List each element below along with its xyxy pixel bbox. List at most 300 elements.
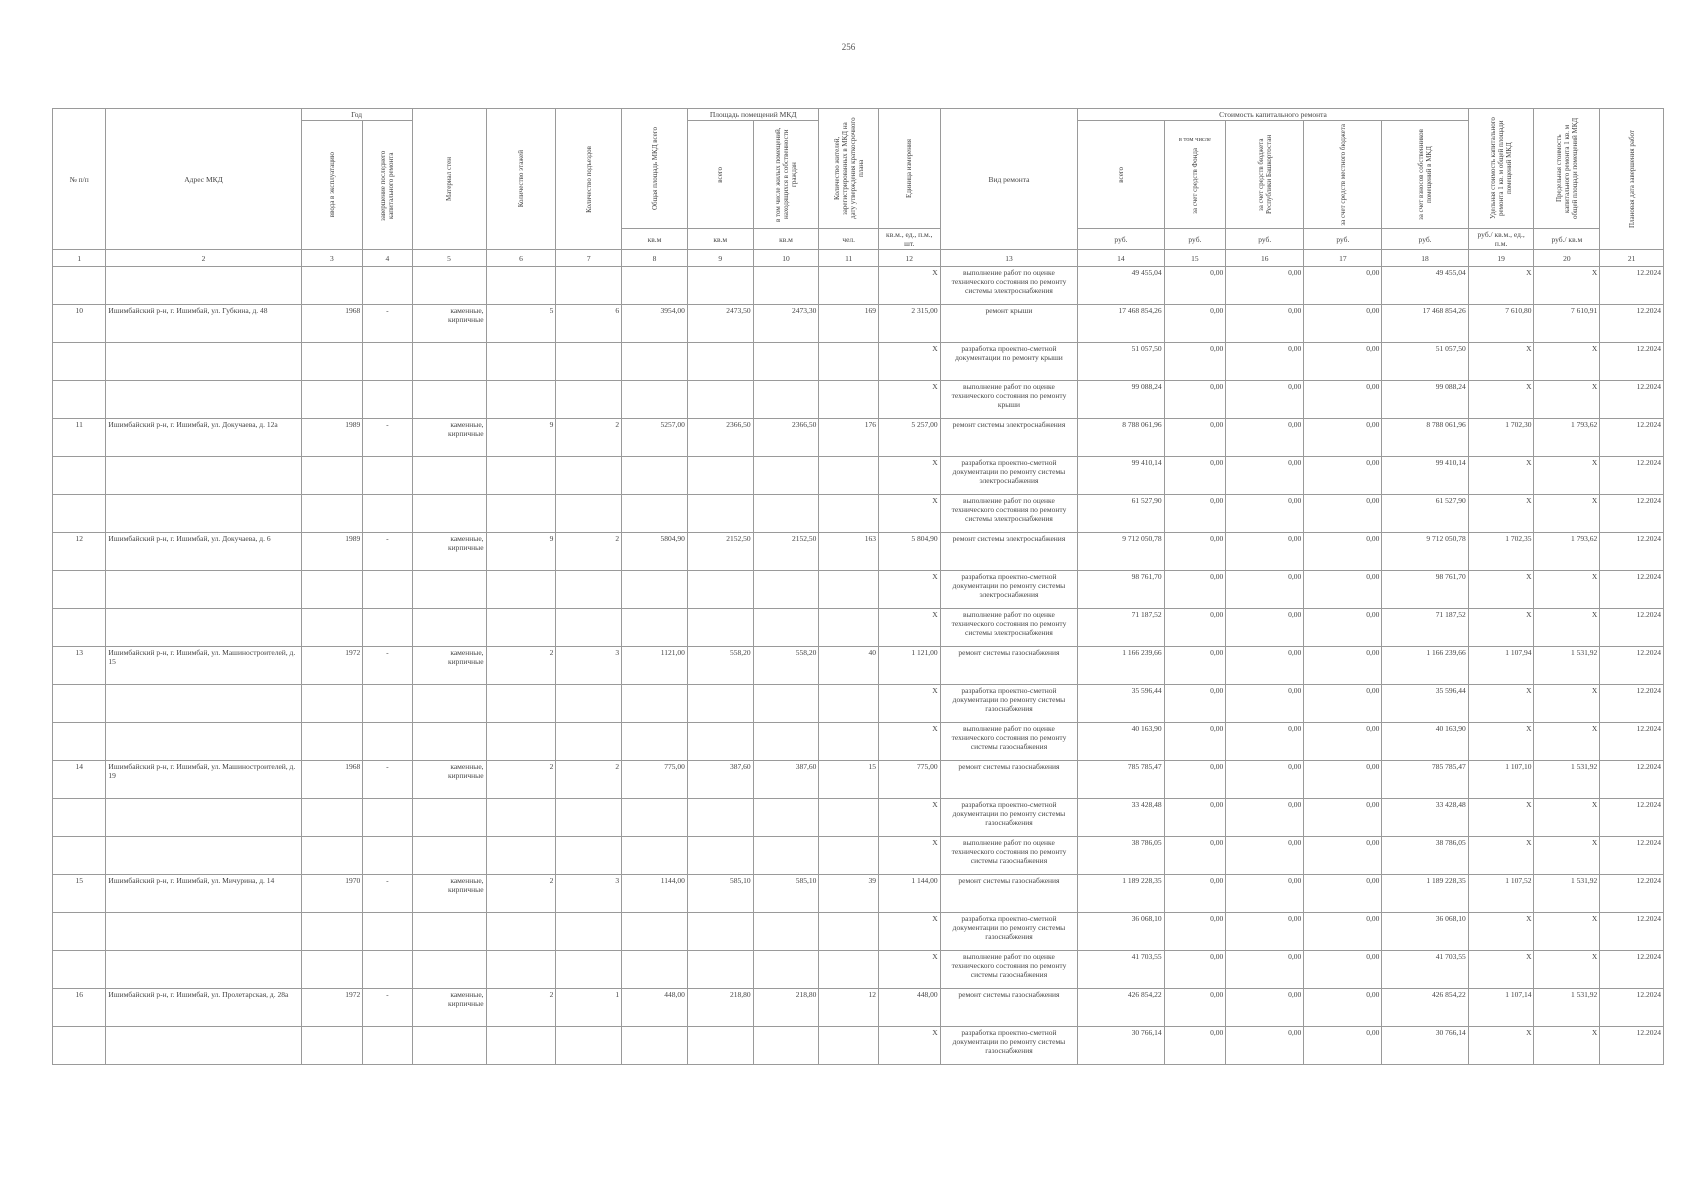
row-max-cost: X xyxy=(1534,267,1600,305)
row-planned-date: 12.2024 xyxy=(1600,533,1664,571)
row-year-last-repair xyxy=(363,457,412,495)
row-year-last-repair xyxy=(363,723,412,761)
row-planned-date: 12.2024 xyxy=(1600,381,1664,419)
table-row xyxy=(53,951,1664,989)
table-row xyxy=(53,419,1664,457)
row-address xyxy=(106,913,301,951)
row-floors: 2 xyxy=(486,761,556,799)
row-area-all: 585,10 xyxy=(687,875,753,913)
row-wall-material xyxy=(412,913,486,951)
row-measure-unit: 448,00 xyxy=(878,989,940,1027)
row-entrances xyxy=(556,457,622,495)
row-floors xyxy=(486,837,556,875)
row-cost-local: 0,00 xyxy=(1304,267,1382,305)
row-floors: 2 xyxy=(486,647,556,685)
row-area-residential xyxy=(753,951,819,989)
row-area-residential: 2152,50 xyxy=(753,533,819,571)
row-residents xyxy=(819,495,879,533)
row-wall-material xyxy=(412,723,486,761)
row-area-all xyxy=(687,571,753,609)
row-residents xyxy=(819,951,879,989)
row-address xyxy=(106,457,301,495)
row-area-all: 558,20 xyxy=(687,647,753,685)
row-unit-cost: X xyxy=(1468,799,1534,837)
header-total-area: Общая площадь МКД всего xyxy=(622,109,688,229)
row-residents: 15 xyxy=(819,761,879,799)
row-unit-cost: X xyxy=(1468,343,1534,381)
row-year-commission xyxy=(301,495,363,533)
row-unit-cost: X xyxy=(1468,609,1534,647)
unit-cost-fund: руб. xyxy=(1164,229,1226,250)
row-cost-fund: 0,00 xyxy=(1164,343,1226,381)
row-year-last-repair xyxy=(363,1027,412,1065)
row-total-area xyxy=(622,495,688,533)
row-cost-owners: 35 596,44 xyxy=(1382,685,1468,723)
row-cost-owners: 71 187,52 xyxy=(1382,609,1468,647)
row-cost-total: 61 527,90 xyxy=(1078,495,1164,533)
table-row xyxy=(53,305,1664,343)
row-year-commission xyxy=(301,381,363,419)
row-total-area xyxy=(622,799,688,837)
row-floors: 5 xyxy=(486,305,556,343)
row-cost-republic: 0,00 xyxy=(1226,989,1304,1027)
table-row xyxy=(53,267,1664,305)
row-cost-fund: 0,00 xyxy=(1164,305,1226,343)
header-measure-unit: Единица измерения xyxy=(878,109,940,229)
row-residents xyxy=(819,343,879,381)
row-residents: 40 xyxy=(819,647,879,685)
row-measure-unit: X xyxy=(878,837,940,875)
row-cost-owners: 51 057,50 xyxy=(1382,343,1468,381)
row-cost-total: 71 187,52 xyxy=(1078,609,1164,647)
header-area-group: Площадь помещений МКД xyxy=(687,109,819,121)
repair-plan-table xyxy=(52,108,1664,1065)
row-cost-republic: 0,00 xyxy=(1226,723,1304,761)
row-repair-type: выполнение работ по оценке технического состояния по ремонту системы электроснабжения xyxy=(940,495,1078,533)
row-number xyxy=(53,723,106,761)
row-area-all xyxy=(687,685,753,723)
row-address: Ишимбайский р-н, г. Ишимбай, ул. Пролетарская, д. 28а xyxy=(106,989,301,1027)
row-cost-owners: 41 703,55 xyxy=(1382,951,1468,989)
row-area-residential: 585,10 xyxy=(753,875,819,913)
header-no: № п/п xyxy=(53,109,106,250)
row-cost-republic: 0,00 xyxy=(1226,571,1304,609)
row-year-last-repair xyxy=(363,495,412,533)
row-year-commission: 1989 xyxy=(301,533,363,571)
column-number: 14 xyxy=(1078,250,1164,267)
row-cost-fund: 0,00 xyxy=(1164,533,1226,571)
row-max-cost: 1 531,92 xyxy=(1534,875,1600,913)
unit-area-residential: кв.м xyxy=(753,229,819,250)
unit-area-all: кв.м xyxy=(687,229,753,250)
column-number: 3 xyxy=(301,250,363,267)
row-total-area: 1144,00 xyxy=(622,875,688,913)
row-year-commission: 1989 xyxy=(301,419,363,457)
row-wall-material: каменные, кирпичные xyxy=(412,761,486,799)
row-measure-unit: X xyxy=(878,1027,940,1065)
row-cost-fund: 0,00 xyxy=(1164,419,1226,457)
row-max-cost: X xyxy=(1534,1027,1600,1065)
header-year-commission: ввода в эксплуатацию xyxy=(301,121,363,250)
row-area-all: 2152,50 xyxy=(687,533,753,571)
table-row xyxy=(53,343,1664,381)
row-area-residential xyxy=(753,837,819,875)
row-wall-material xyxy=(412,951,486,989)
table-row xyxy=(53,875,1664,913)
table-row xyxy=(53,799,1664,837)
row-area-residential xyxy=(753,571,819,609)
row-year-last-repair xyxy=(363,685,412,723)
row-floors xyxy=(486,951,556,989)
row-total-area xyxy=(622,609,688,647)
row-number: 16 xyxy=(53,989,106,1027)
row-year-last-repair xyxy=(363,913,412,951)
row-number xyxy=(53,913,106,951)
row-area-all xyxy=(687,1027,753,1065)
row-max-cost: X xyxy=(1534,343,1600,381)
row-unit-cost: X xyxy=(1468,457,1534,495)
row-measure-unit: X xyxy=(878,267,940,305)
row-floors xyxy=(486,685,556,723)
row-number xyxy=(53,609,106,647)
row-planned-date: 12.2024 xyxy=(1600,799,1664,837)
row-planned-date: 12.2024 xyxy=(1600,457,1664,495)
table-row xyxy=(53,495,1664,533)
row-total-area xyxy=(622,381,688,419)
column-number: 18 xyxy=(1382,250,1468,267)
row-planned-date: 12.2024 xyxy=(1600,685,1664,723)
row-repair-type: выполнение работ по оценке технического состояния по ремонту системы газоснабжения xyxy=(940,723,1078,761)
row-entrances: 3 xyxy=(556,647,622,685)
row-cost-local: 0,00 xyxy=(1304,799,1382,837)
row-cost-local: 0,00 xyxy=(1304,305,1382,343)
row-max-cost: X xyxy=(1534,913,1600,951)
row-number: 11 xyxy=(53,419,106,457)
row-total-area: 5257,00 xyxy=(622,419,688,457)
row-address xyxy=(106,381,301,419)
row-address xyxy=(106,951,301,989)
column-number: 12 xyxy=(878,250,940,267)
row-planned-date: 12.2024 xyxy=(1600,495,1664,533)
row-repair-type: выполнение работ по оценке технического состояния по ремонту системы электроснабжения xyxy=(940,267,1078,305)
row-total-area xyxy=(622,837,688,875)
row-measure-unit: X xyxy=(878,685,940,723)
row-entrances: 2 xyxy=(556,533,622,571)
row-residents xyxy=(819,609,879,647)
header-planned-date: Плановая дата завершения работ xyxy=(1600,109,1664,250)
row-repair-type: выполнение работ по оценке технического состояния по ремонту системы газоснабжения xyxy=(940,837,1078,875)
row-planned-date: 12.2024 xyxy=(1600,875,1664,913)
row-unit-cost: X xyxy=(1468,1027,1534,1065)
row-year-commission xyxy=(301,1027,363,1065)
row-repair-type: выполнение работ по оценке технического состояния по ремонту системы газоснабжения xyxy=(940,951,1078,989)
row-repair-type: ремонт системы электроснабжения xyxy=(940,419,1078,457)
header-entrances: Количество подъездов xyxy=(556,109,622,250)
row-repair-type: ремонт крыши xyxy=(940,305,1078,343)
row-cost-fund: 0,00 xyxy=(1164,989,1226,1027)
row-repair-type: выполнение работ по оценке технического состояния по ремонту крыши xyxy=(940,381,1078,419)
header-year-group: Год xyxy=(301,109,412,121)
row-planned-date: 12.2024 xyxy=(1600,571,1664,609)
row-area-residential xyxy=(753,495,819,533)
row-number: 13 xyxy=(53,647,106,685)
row-floors xyxy=(486,343,556,381)
table-row xyxy=(53,761,1664,799)
row-planned-date: 12.2024 xyxy=(1600,419,1664,457)
row-entrances: 2 xyxy=(556,761,622,799)
row-address xyxy=(106,1027,301,1065)
row-area-residential xyxy=(753,685,819,723)
row-wall-material xyxy=(412,343,486,381)
row-floors xyxy=(486,609,556,647)
row-area-all xyxy=(687,951,753,989)
row-measure-unit: X xyxy=(878,457,940,495)
row-cost-total: 49 455,04 xyxy=(1078,267,1164,305)
column-number: 13 xyxy=(940,250,1078,267)
row-year-last-repair: - xyxy=(363,305,412,343)
row-number: 15 xyxy=(53,875,106,913)
row-residents: 39 xyxy=(819,875,879,913)
unit-cost-republic: руб. xyxy=(1226,229,1304,250)
row-unit-cost: X xyxy=(1468,571,1534,609)
row-repair-type: ремонт системы газоснабжения xyxy=(940,875,1078,913)
row-measure-unit: X xyxy=(878,343,940,381)
row-cost-republic: 0,00 xyxy=(1226,761,1304,799)
row-address: Ишимбайский р-н, г. Ишимбай, ул. Мичурина, д. 14 xyxy=(106,875,301,913)
row-floors: 2 xyxy=(486,875,556,913)
row-cost-owners: 98 761,70 xyxy=(1382,571,1468,609)
row-planned-date: 12.2024 xyxy=(1600,989,1664,1027)
row-cost-total: 99 088,24 xyxy=(1078,381,1164,419)
column-number: 19 xyxy=(1468,250,1534,267)
row-cost-local: 0,00 xyxy=(1304,343,1382,381)
row-unit-cost: X xyxy=(1468,267,1534,305)
row-cost-republic: 0,00 xyxy=(1226,913,1304,951)
row-max-cost: 1 531,92 xyxy=(1534,989,1600,1027)
row-wall-material: каменные, кирпичные xyxy=(412,989,486,1027)
row-cost-owners: 99 088,24 xyxy=(1382,381,1468,419)
row-max-cost: X xyxy=(1534,571,1600,609)
row-year-commission xyxy=(301,343,363,381)
row-year-last-repair xyxy=(363,951,412,989)
header-cost-total: всего xyxy=(1078,121,1164,229)
row-floors xyxy=(486,571,556,609)
row-cost-owners: 40 163,90 xyxy=(1382,723,1468,761)
row-cost-local: 0,00 xyxy=(1304,723,1382,761)
row-number xyxy=(53,343,106,381)
row-cost-owners: 1 166 239,66 xyxy=(1382,647,1468,685)
row-address xyxy=(106,343,301,381)
row-unit-cost: X xyxy=(1468,913,1534,951)
row-entrances xyxy=(556,609,622,647)
row-cost-owners: 17 468 854,26 xyxy=(1382,305,1468,343)
column-number: 5 xyxy=(412,250,486,267)
row-year-last-repair: - xyxy=(363,875,412,913)
row-number: 10 xyxy=(53,305,106,343)
row-year-last-repair xyxy=(363,837,412,875)
row-year-last-repair: - xyxy=(363,647,412,685)
table-row xyxy=(53,1027,1664,1065)
row-planned-date: 12.2024 xyxy=(1600,305,1664,343)
row-address: Ишимбайский р-н, г. Ишимбай, ул. Докучаева, д. 12а xyxy=(106,419,301,457)
row-cost-owners: 1 189 228,35 xyxy=(1382,875,1468,913)
table-row xyxy=(53,723,1664,761)
row-entrances xyxy=(556,951,622,989)
row-cost-total: 33 428,48 xyxy=(1078,799,1164,837)
row-cost-local: 0,00 xyxy=(1304,913,1382,951)
row-cost-owners: 30 766,14 xyxy=(1382,1027,1468,1065)
row-unit-cost: 1 702,30 xyxy=(1468,419,1534,457)
row-area-residential: 2366,50 xyxy=(753,419,819,457)
row-year-last-repair: - xyxy=(363,989,412,1027)
row-cost-local: 0,00 xyxy=(1304,533,1382,571)
row-measure-unit: X xyxy=(878,951,940,989)
header-repair-type: Вид ремонта xyxy=(940,109,1078,250)
row-measure-unit: X xyxy=(878,799,940,837)
row-number xyxy=(53,457,106,495)
row-cost-fund: 0,00 xyxy=(1164,457,1226,495)
row-max-cost: X xyxy=(1534,837,1600,875)
column-number: 20 xyxy=(1534,250,1600,267)
row-cost-local: 0,00 xyxy=(1304,951,1382,989)
row-area-all xyxy=(687,723,753,761)
column-number: 7 xyxy=(556,250,622,267)
row-address: Ишимбайский р-н, г. Ишимбай, ул. Машиностроителей, д. 19 xyxy=(106,761,301,799)
row-max-cost: X xyxy=(1534,685,1600,723)
header-floors: Количество этажей xyxy=(486,109,556,250)
unit-max-cost: руб./ кв.м xyxy=(1534,229,1600,250)
row-floors xyxy=(486,913,556,951)
row-year-commission xyxy=(301,457,363,495)
row-cost-fund: 0,00 xyxy=(1164,571,1226,609)
row-residents xyxy=(819,913,879,951)
row-year-commission: 1972 xyxy=(301,647,363,685)
row-total-area: 5804,90 xyxy=(622,533,688,571)
row-measure-unit: 5 804,90 xyxy=(878,533,940,571)
row-year-last-repair xyxy=(363,381,412,419)
row-area-all xyxy=(687,837,753,875)
row-cost-owners: 33 428,48 xyxy=(1382,799,1468,837)
row-cost-republic: 0,00 xyxy=(1226,267,1304,305)
row-entrances xyxy=(556,1027,622,1065)
row-address xyxy=(106,571,301,609)
row-max-cost: X xyxy=(1534,495,1600,533)
row-total-area xyxy=(622,685,688,723)
row-planned-date: 12.2024 xyxy=(1600,913,1664,951)
row-address: Ишимбайский р-н, г. Ишимбай, ул. Машиностроителей, д. 15 xyxy=(106,647,301,685)
row-cost-local: 0,00 xyxy=(1304,989,1382,1027)
row-year-last-repair xyxy=(363,571,412,609)
column-number: 11 xyxy=(819,250,879,267)
row-residents xyxy=(819,381,879,419)
column-number: 16 xyxy=(1226,250,1304,267)
table-row xyxy=(53,571,1664,609)
row-year-last-repair xyxy=(363,267,412,305)
row-max-cost: X xyxy=(1534,799,1600,837)
row-year-commission: 1968 xyxy=(301,305,363,343)
row-planned-date: 12.2024 xyxy=(1600,761,1664,799)
row-total-area: 1121,00 xyxy=(622,647,688,685)
row-floors: 9 xyxy=(486,419,556,457)
row-floors xyxy=(486,799,556,837)
row-cost-owners: 785 785,47 xyxy=(1382,761,1468,799)
row-cost-owners: 61 527,90 xyxy=(1382,495,1468,533)
row-cost-republic: 0,00 xyxy=(1226,533,1304,571)
column-numbers-row xyxy=(53,250,1664,267)
row-measure-unit: X xyxy=(878,913,940,951)
row-area-residential xyxy=(753,1027,819,1065)
row-cost-total: 99 410,14 xyxy=(1078,457,1164,495)
row-unit-cost: X xyxy=(1468,951,1534,989)
row-max-cost: X xyxy=(1534,381,1600,419)
row-entrances xyxy=(556,343,622,381)
row-wall-material xyxy=(412,495,486,533)
row-measure-unit: X xyxy=(878,609,940,647)
row-number xyxy=(53,951,106,989)
row-year-commission xyxy=(301,799,363,837)
row-cost-owners: 36 068,10 xyxy=(1382,913,1468,951)
row-cost-republic: 0,00 xyxy=(1226,495,1304,533)
row-max-cost: X xyxy=(1534,609,1600,647)
row-address xyxy=(106,837,301,875)
table-row xyxy=(53,609,1664,647)
row-wall-material xyxy=(412,1027,486,1065)
header-year-last-repair: завершение последнего капитального ремонта xyxy=(363,121,412,250)
row-address: Ишимбайский р-н, г. Ишимбай, ул. Губкина, д. 48 xyxy=(106,305,301,343)
row-area-residential: 218,80 xyxy=(753,989,819,1027)
row-cost-fund: 0,00 xyxy=(1164,913,1226,951)
row-measure-unit: X xyxy=(878,495,940,533)
row-area-residential: 558,20 xyxy=(753,647,819,685)
row-cost-fund: 0,00 xyxy=(1164,1027,1226,1065)
row-address xyxy=(106,609,301,647)
row-wall-material: каменные, кирпичные xyxy=(412,305,486,343)
row-residents xyxy=(819,723,879,761)
row-repair-type: разработка проектно-сметной документации по ремонту системы электроснабжения xyxy=(940,571,1078,609)
row-measure-unit: X xyxy=(878,571,940,609)
row-cost-fund: 0,00 xyxy=(1164,723,1226,761)
unit-cost-owners: руб. xyxy=(1382,229,1468,250)
row-wall-material: каменные, кирпичные xyxy=(412,533,486,571)
unit-cost-local: руб. xyxy=(1304,229,1382,250)
row-floors xyxy=(486,495,556,533)
row-entrances: 3 xyxy=(556,875,622,913)
row-planned-date: 12.2024 xyxy=(1600,343,1664,381)
row-year-last-repair: - xyxy=(363,419,412,457)
row-max-cost: 7 610,91 xyxy=(1534,305,1600,343)
row-wall-material xyxy=(412,381,486,419)
row-cost-local: 0,00 xyxy=(1304,457,1382,495)
row-cost-fund: 0,00 xyxy=(1164,761,1226,799)
row-planned-date: 12.2024 xyxy=(1600,1027,1664,1065)
row-cost-total: 98 761,70 xyxy=(1078,571,1164,609)
row-unit-cost: 1 107,94 xyxy=(1468,647,1534,685)
row-cost-republic: 0,00 xyxy=(1226,875,1304,913)
row-cost-fund: 0,00 xyxy=(1164,837,1226,875)
row-planned-date: 12.2024 xyxy=(1600,267,1664,305)
row-unit-cost: 7 610,80 xyxy=(1468,305,1534,343)
row-year-commission xyxy=(301,723,363,761)
row-year-commission: 1972 xyxy=(301,989,363,1027)
row-cost-local: 0,00 xyxy=(1304,837,1382,875)
row-repair-type: ремонт системы газоснабжения xyxy=(940,647,1078,685)
row-cost-total: 35 596,44 xyxy=(1078,685,1164,723)
row-measure-unit: X xyxy=(878,723,940,761)
row-cost-fund: 0,00 xyxy=(1164,799,1226,837)
row-cost-republic: 0,00 xyxy=(1226,343,1304,381)
row-cost-republic: 0,00 xyxy=(1226,685,1304,723)
row-year-commission xyxy=(301,267,363,305)
